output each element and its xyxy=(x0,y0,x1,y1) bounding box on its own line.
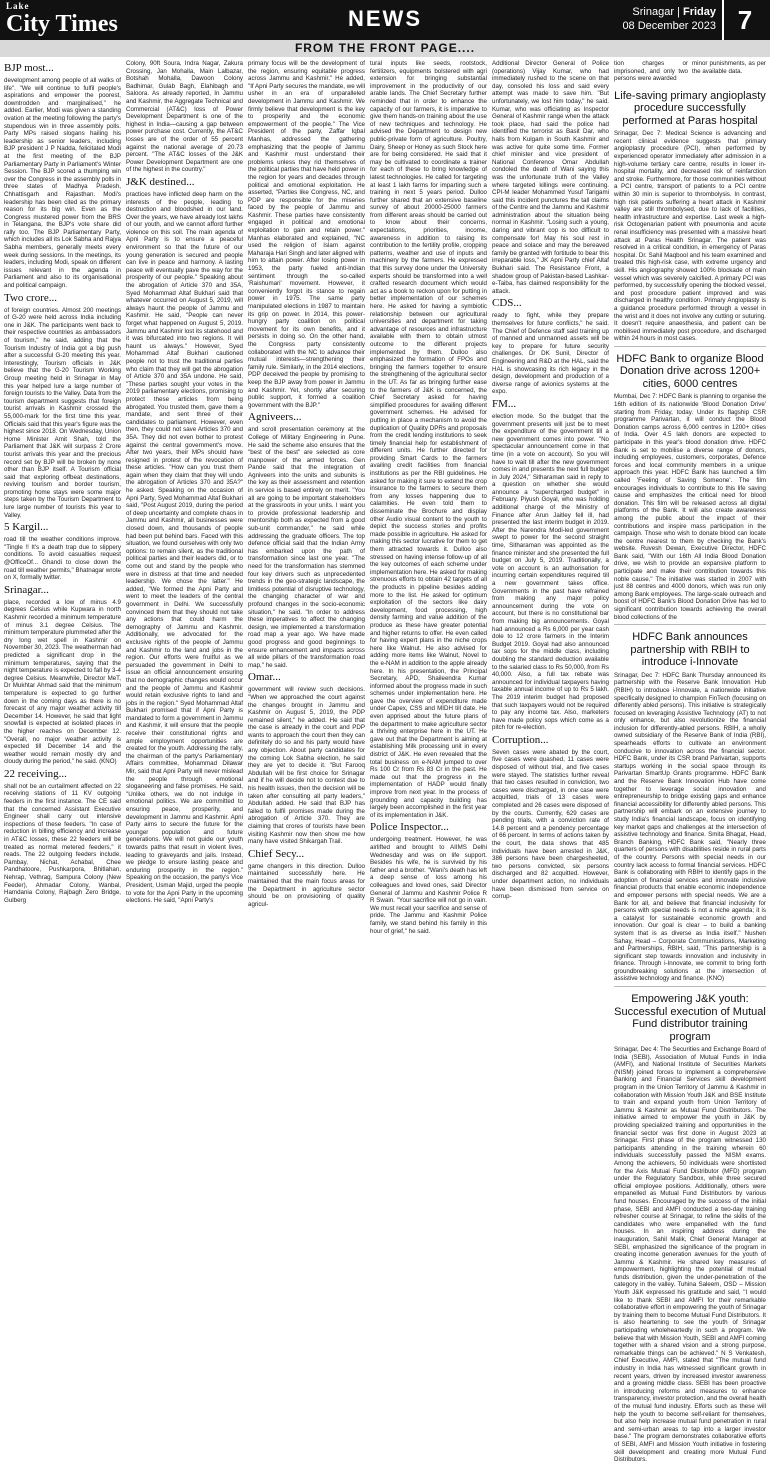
strap-from-front-page: FROM THE FRONT PAGE.... xyxy=(0,40,770,57)
headline-hdfc-rbih: HDFC Bank announces partnership with RBIH to introduce i-Innovate xyxy=(630,631,750,669)
headline-hdfc-blood: HDFC Bank to organize Blood Donation drive across 1200+ cities, 6000 centres xyxy=(616,352,764,390)
story-angioplasty: Srinagar, Dec 7: Medical Science is advancing and recent clinical evidence suggests that primary angioplasty procedure (PCI), when performed by experienced operator immediately after admission in a high-volume tertiary care centre, results in lower in-hospital mortality, and decreased risk of reinfarction and stroke. Furthermore, for those communities without a PCI centre, transport of patients to a PCI centre within 30 min is superior to thrombolysis. In contrast, high risk patients suffering a heart attack in Kashmir valley are still thrombolysed, due to lack of facilities, health infrastructure and expertise. Last week a high-risk Octogenarian patient with pneumonia and acute renal insufficiency was presented with a massive heart attack at Paras Health Srinagar. The patient was resolved in a critical condition, in emergency of Paras hospital. Dr. Sahil Maqbool and his team examined and treated this high-risk case, with extreme urgency and skill. His angiography showed 100% blockade of main vessel which was severely calcified. A primary PCI was performed, by successfully opening the blocked vessel, and post procedure patient improved and was discharged in healthy condition. Primary Angioplasty is a guidance procedure performed through a vessel in the wrist and it does not involve any cutting or suturing. It doesn't require anaesthesia, and patient can be mobilised immediately post procedure, and discharged within 24 hours in most cases. xyxy=(614,130,766,343)
page-number: 7 xyxy=(722,0,766,40)
divider xyxy=(614,346,766,347)
story-police-inspector-cont: Additional Director General of Police (operations) Vijay Kumar, who had immediately rushed to the scene on that day, consoled his loss and said every attempt was made to save him. "But unfortunately, we lost him today," he said. Kumar, who was officiating as Inspector General of Kashmir range when the attack took place, had said the police had identified the terrorist as Basit Dar, who hails from Kulgam in South Kashmir and was active for quite some time. Former chief minister and vice president of National Conference Omar Abdullah condoled the death of Wani saying this was the unfortunate truth of the Valley where targeted killings were continuing. CPI-M leader Mohammed Yusuf Tarigami said this incident punctures the tall claims of the Centre and the Jammu and Kashmir administration about the situation being normal in Kashmir. "Losing such a young, daring and vibrant cop is too difficult to compensate for! May his soul rest in peace and solace and may the bereaved family be granted with fortitude to bear this irreparable loss," JK Apni Party chief Altaf Bukhari said. The Resistance Front, a shadow group of Pakistan-based Lashkar-e-Taiba, has claimed responsibility for the attack. xyxy=(492,60,609,295)
headline-agniveers: Agniveers... xyxy=(248,411,302,424)
story-kargil: road till the weather conditions improve. "Tingle !! It's a death trap due to slippery conditions. To avoid casualties request @OfficeOf... Ghandi to close down the road till weather permits," Bhatnagar wrote on X, formally twitter. xyxy=(4,536,121,582)
dateline-day: Friday xyxy=(682,6,716,18)
story-fm: election mode. So the budget that the government presents will just be to meet the expenditure of the government till a new government comes into power. "No spectacular announcement come in that time (in a vote on account). So you will have to wait till after the new government comes in and presents the next full budget in July 2024," Sitharaman said in reply to a question on whether she would announce a "supercharged budget" in February. Piyush Goyal, who was holding additional charge of the Ministry of Finance after Arun Jaitley fell ill, had presented the last interim budget in 2019. After the Narendra Modi-led government swept to power for the second straight time, Sitharaman was appointed as the finance minister and she presented the full budget on July 5, 2019. Traditionally, a vote on account is an authorisation for incurring certain expenditures required till a new government takes office. Governments in the past have refrained from making any major policy announcement during the vote on account, but there is no constitutional bar from making big announcements. Goyal had announced a Rs 6,000 per year cash dole to 12 crore farmers in the Interim Budget 2019. Goyal had also announced tax sops for the middle class, including doubling the standard deduction available to the salaried class to Rs 50,000, from Rs 40,000. Also, a full tax rebate was announced for individual taxpayers having taxable annual income of up to Rs 5 lakh. The 2019 interim budget had proposed that such taxpayers would not be required to pay any income tax. Also, marketers have made policy sops which come as a pitch for re-election. xyxy=(492,412,609,732)
story-jk-destined-cont: primary focus will be the development of the region, ensuring equitable progress across Jammu and Kashmir." He added, "If Apni Party secures the mandate, we will usher in an era of unparalleled development in Jammu and Kashmir. We firmly believe that development is the key to prosperity and the economic empowerment of the people." The Vice President of the party, Zaffar Iqbal Manhas, addressed the gathering emphasizing that the people of Jammu and Kashmir must understand their problems unless they rid themselves of the political parties that have held power in the region for years and decades through political and emotional exploitation. He asserted, "Parties like Congress, NC, and PDP are responsible for the miseries faced by the people of Jammu and Kashmir. These parties have consistently engaged in political and emotional exploitation to gain and retain power." Manhas elaborated and explained, "NC used the religion of Islam against Maharaja Hari Singh and later aligned with him to attain power. After losing power in 1953, the party fueled anti-Indian sentiment through the so-called 'Raishumari' movement. However, it conveniently forgot its stance to regain power in 1975. The same party manipulated elections in 1987 to maintain its grip on power. In 2014, this power-hungry party coalition on political movement for its own benefits, and it persists in doing so. On the other hand, the Congress party consistently collaborated with the NC to advance their mutual interests—strengthening their family rule. Similarly, in the 2014 elections, PDP deceived the people by promising to keep the BJP away from power in Jammu and Kashmir. Yet, shortly after securing public support, it formed a coalition government with the BJP." xyxy=(248,60,365,409)
headline-jk-destined: J&K destined... xyxy=(126,175,195,188)
headline-corruption: Corruption... xyxy=(492,733,549,746)
column-5 xyxy=(492,60,609,1168)
headline-omar: Omar... xyxy=(248,671,281,684)
headline-empowering-youth: Empowering J&K youth: Successful execution of Mutual Fund distributor training program xyxy=(614,993,766,1043)
logo-city-times: City Times xyxy=(6,11,118,37)
story-chief-secy-cont: tural inputs like seeds, rootstock, fertilizers, equipments bolstered with agri extension for bringing substantial improvement in the productivity of our arable lands. The Chief Secretary further reminded that in order to enhance the capacity of our farmers, it is imperative to give them hands-on training about the use of new techniques and technology. He advised the Department to design new public-private form of agriculture. Poultry, Dairy, Sheep or Honey as such Stock here are for being considered. He said that it may be cultivated to coordinate a trainer for each of these to bring knowledge of latest technologies. He called for targeting at least 1 lakh farms for imparting such a training in next 5 years period. Dulloo further shared that an extensive baseline survey of about 20000-25000 farmers from different areas should be carried out to know about their concerns, expectations, priorities, income, awareness in addition to raising its contribution to the fertility profile, cropping patterns, weather and use of inputs and machinery by the farmers. He expressed that this survey done under the University experts should be transformed into a well crafted research document which would act as a book to reckon upon for putting in better implementation of our schemes here. He asked for having a symbiotic relationship between our agricultural universities and department for taking advantage of resources and infrastructure available with them to obtain utmost outcome to the different projects implemented by them. Dulloo also emphasized the formation of FPOs and bringing the farmers together to ensure the strengthening of the agricultural sector in the UT. As far as bringing further ease to the farmers of J&K is concerned, the Chief Secretary asked for having simplified procedures for availing different government schemes. He advised for putting in place a mechanism to avoid the duplication of Quality DPRs and proposals from the credit lending institutions to seek timely financial help for establishment of different units. He further directed for providing Smart Cards to the farmers availing credit facilities from financial institutions as per the RBI guidelines. He asked for making it sure to extend the crop insurance to the farmers to secure them from any losses happening due to calamities. He even told them to disseminate the Brochure and display other Audio visual content to the youth to depict the success stories and profits made possible in agriculture. He asked for making this sector lucrative for them to get them attracted towards it. Dulloo also stressed on having intense follow-up of all the key outcomes of each scheme under implementation here. He asked for making strenuous efforts to obtain 42 targets of all the products in pipeline besides adding more to the list. He asked for optimum exploitation of the sectors like dairy development, food processing, high density farming and value addition of the produce as these have greater potential and higher returns to offer. He even called for having expert plans in the niche crops here like Walnut. He also advised for adding more items like Walnut, Novel to the e-NAM in addition to the apple already here. In his presentation, the Principal Secretary, APD, Shaileendra Kumar informed about the progress made in such schemes under implementation here. He gave the overview of expenditure made under Capex, CSS and MIDH till date. He even apprised about the future plans of the department to make agriculture sector a thriving enterprise here in the UT. He gave out that the Department is aiming at establishing Milk processing unit in every district of J&K. He even revealed that the total business on e-NAM jumped to over Rs 100 Cr from Rs 83 Cr in the past. He made out that the progress in the implementation of HADP would finally improve from next year. In the process of grounding and capacity building has largely been accomplished in the first year of its implementation in J&K. xyxy=(370,60,487,819)
story-jk-destined: practices have inflicted deep harm on the interests of the people, leading to destruction and bloodshed in our land. Over the years, we have already lost lakhs of our youth, and we cannot afford further violence on this soil. The main agenda of Apni Party is to ensure a peaceful environment so that the future of our young generation is secured and people can live in peace and harmony. A lasting peace will eventually pave the way for the prosperity of our people." Speaking about the abrogation of Article 370 and 35A, Syed Mohammad Altaf Bukhari said that whatever occurred on August 5, 2019, will always haunt the people of Jammu and Kashmir. He said, "People can never forget what happened on August 5, 2019. Jammu and Kashmir lost its statehood and it was bifurcated into two regions. It will haunt us always." However, Syed Mohammad Altaf Bukhari cautioned people not to trust the traditional parties who claim that they will get the abrogation of Article 370 and 35A undone. He said, "These parties sought your votes in the 2019 parliamentary elections, promising to protect these articles from being abrogated. You trusted them, gave them a mandate, and sent three of their candidates to parliament. However, even then, they could not save Articles 370 and 35A. They did not even bother to protest against the central government's move. After two years, their MPs should have resigned in protest of the revocation of these articles. "How can you trust them again when they claim that they will undo the abrogation of Articles 370 and 35A?" he asked. Speaking on the occasion of Apni Party, Syed Mohammad Altaf Bukhari said, "Post August 2019, during the period of deep uncertainty and complete chaos in Jammu and Kashmir, all businesses were closed down, and thousands of people had been put behind bars. Faced with this situation, we found ourselves with only two options: to remain silent, as the traditional political parties and their leaders did, or to come out and stand by the people who were in distress at that time and needed leadership. We chose the latter." He added, "We formed the Apni Party and went to meet the leaders of the central government in Delhi. We successfully convinced them that they should not take any actions that could harm the demography of Jammu and Kashmir. Additionally, we advocated for the exclusive rights of the people of Jammu and Kashmir to the land and jobs in the region. Our efforts were fruitful as we persuaded the government in Delhi to issue an official announcement ensuring that no demographic changes would occur and the people of Jammu and Kashmir would retain exclusive rights to land and jobs in the region." Syed Mohammad Altaf Bukhari promised that if Apni Party is mandated to form a government in Jammu and Kashmir, it will ensure that the people receive their constitutional rights and ample employment opportunities are created for the youth. Addressing the rally, the chairman of the party's Parliamentary Affairs committee, Mohammad Dilawar Mir, said that Apni Party will never mislead the people through emotional sloganeering and false promises. He said, "Unlike others, we do not indulge in emotional politics. We are committed to ensuring peace, prosperity, and development in Jammu and Kashmir. Apni Party aims to secure the future for the younger population and future generations. We will not guide our youth towards paths that result in violent lives, leading to graveyards and jails. Instead, we pledge to ensure lasting peace and enduring prosperity in the region." Speaking on the occasion, the party's Vice President, Usman Majid, urged the people to vote for the Apni Party in the upcoming elections. He said, "Apni Party's xyxy=(126,190,243,905)
dateline-location: Srinagar xyxy=(632,6,674,18)
headline-fm: FM... xyxy=(492,397,517,410)
story-omar: government will review such decisions. "When we approached the court against the changes brought in Jammu and Kashmir on August 5, 2019, the PDP remained silent," he added. He said that the case is already in the court and PDP wants to approach the court then they can definitely do so and his party would have any objection. About party candidates for the coming Lok Sabha election, he said they are yet to decide it. "But Farooq Abdullah will be first choice for Srinagar and if he will decide not to contest due to his health issues, then the decision will be taken after consulting all party leaders," Abdullah added. He said that BJP has failed to fulfil promises made during the abrogation of Article 370. They are claiming that crores of tourists have been visiting Kashmir now then show me how many have visited Shikargah Trail. xyxy=(248,686,365,846)
story-chief-secy: game changers in this direction. Dulloo maintained successfully here. He maintained that the main focus areas for the Department in agriculture sector should be on provisioning of quality agricul- xyxy=(248,862,365,908)
headline-angioplasty: Life-saving primary angioplasty procedure successfully performed at Paras hospital xyxy=(614,89,766,127)
logo-lake: Lake xyxy=(6,1,30,11)
story-empowering-youth: Srinagar, Dec 4: The Securities and Exchange Board of India (SEBI), Association of Mutual Funds in India (AMFI), and National Institute of Securities Markets (NISM) joined forces to implement a comprehensive Banking and Financial Services skill development program in the Union Territory of Jammu & Kashmir in collaboration with Mission Youth J&K and BSE Institute to train and expand youth from Union Territory of Jammu & Kashmir as Mutual Fund Distributors. The initiative aimed to empower the youth in J&K by providing specialized training and opportunities in the financial sector was first done in August 2023 at Srinagar. First phase of the program witnessed 130 participants attending in the training wherein 60 individuals successfully passed the NISM exams. Among the achievers, 50 individuals were shortlisted for the Axis Mutual Fund Distributor (MFD) program under the Regulatory Sandbox, while three secured official employee positions. Additionally, others were empanelled as Mutual Fund Distributors by various fund houses. Encouraged by the success of the initial phase, SEBI and AMFI conducted a two-day training refresher course at Srinagar, to refine the skills of the candidates who were empanelled with the fund houses. In an inspiring address during the inauguration, Sahil Malik, Chief General Manager at SEBI, emphasized the significance of the program in creating income generation avenues for the youth of Jammu & Kashmir. He shared key measures of empowerment, highlighting the potential of mutual funds distribution, given the under-penetration of the category in the valley. Tuhina Saleem, OSD – Mission Youth J&K expressed his gratitude and said, "I would like to thank SEBI and AMFI for their remarkable collaborative effort in empowering the youth of Srinagar by training them to become Mutual Fund Distributors. It is also heartening to see the youth of Srinagar participating wholeheartedly in such a program. We believe that with Mission Youth, SEBI and AMFI coming together with a shared vision and a strong purpose, remarkable things can be achieved." N S Venkatesh, Chief Executive, AMFI, stated that "The mutual fund industry in India has witnessed significant growth in recent years, driven by increased investor awareness and a growing middle class. SEBI has been proactive in introducing reforms and measures to enhance transparency, investor protection, and the overall health of the mutual fund industry. Efforts such as these will help the youth to become self-reliant for themselves, but also help increase mutual fund penetration in rural and semi-urban areas to tap into a larger investor base." The program demonstrates collaborative efforts of SEBI, AMFI and Mission Youth initiative in fostering skill development and creating more Mutual Fund Distributors. xyxy=(614,1046,766,1464)
dateline-date: 08 December 2023 xyxy=(622,20,716,32)
story-agniveers: and scroll presentation ceremony at the College of Military Engineering in Pune. He said the scheme also ensures that the "best of the best" are selected as core manpower of the armed forces. Gen Pande said that the integration of Agniveers into the units and subunits is the key as their assessment and retention in service is based entirely on merit. "You all are going to be important stakeholders at the grassroots in your units. I want you to provide professional leadership and mentorship both as expected from a good sub-unit commander," he said while addressing the graduate officers. The top defence official said that the Indian Army has embarked upon the path of transformation since last one year. "The need for the transformation has stemmed four key drivers such as unprecedented trends in the geo-strategic landscape, the limitless potential of disruptive technology, the changing character of war and profound changes in the socio-economic situation," he said. "In order to address these imperatives to affect the changing design, we implemented a transformation road map a year ago. We have made good progress and good beginnings to ensure enhancement and impacts across all wide pillars of the transformation road map," he said. xyxy=(248,426,365,669)
story-police-inspector: undergoing treatment. However, he was airlifted and brought to AIIMS Delhi Wednesday and was on life support. Besides his wife, he is survived by his father and a brother. "Wani's death has left a deep sense of loss among his colleagues and loved ones, said Director General of Jammu and Kashmir Police R R Swain. "Your sacrifice will not go in vain. We must recall your sacrifice and sense of pride. The Jammu and Kashmir Police family, we stand behind his family in this hour of grief," he said. xyxy=(370,836,487,935)
headline-kargil: 5 Kargil... xyxy=(4,521,49,534)
story-22-receiving-cont: Colony, 90ft Soura, Indra Nagar, Zakura Crossing, Jan Mohalla, Main Lalbazar, Botshah Mohalla, Dawoon Colony Badhimar, Gulab Bagh, Elahibagh and Saloora. As already reported, In Jammu and Kashmir, the Aggregate Technical and Commercial (AT&C) loss of Power Development Department is one of the highest in India—causing a gap between power purchase cost. Currently, the AT&C losses are of the order of 55 percent against the national average of 20.73 percent. "The AT&C losses of the J&K Power Development Department are one of the highest in the country." xyxy=(126,60,243,174)
section-title: NEWS xyxy=(348,6,422,31)
story-hdfc-rbih: Srinagar, Dec 7: HDFC Bank Thursday announced its partnership with the Reserve Bank Innovation Hub (RBIH) to introduce i-Innovate, a nationwide initiative specifically designed to champion FinTech (focusing on differently abled persons). This initiative is strategically focused on leveraging Assistive Technology (AT) to not only enhance, but also revolutionize the financial inclusion for differently-abled persons. RBIH, a wholly owned subsidiary of the Reserve Bank of India (RBI), spearheads efforts to cultivate an environment conducive to innovation across the financial sector. HDFC Bank, under its CSR brand Parivartan, supports startups working in the social space through its Parivartan SmartUp Grants programme. HDFC Bank and the Reserve Bank Innovation Hub have come together to leverage social innovation and entrepreneurship to bridge existing gaps and enhance financial accessibility for differently abled persons. This partnership will embark on an extensive journey to study India's financial landscape, focus on identifying key market gaps and challenges at the intersection of assistive technology and finance. Smita Bhagat, Head, Branch Banking, HDFC Bank said, "Nearly three quarters of persons with disabilities reside in rural parts of the country. Persons with special needs in our country lack access to formal financial services. HDFC Bank is collaborating with RBIH to identify gaps in the adoption of financial services and innovate inclusive financial products that enable economic independence and empower persons with special needs. We are a Bank for all, and believe that financial inclusivity for persons with special needs is not a niche agenda; it is a catalyst for sustainable economic growth and innovation. Our goal is clear – to build a banking system that is as diverse as India itself." Nushen Sahay, Head – Corporate Communications, Marketing and Partnerships, RBIH, said, "This partnership is a significant step towards innovation and inclusivity in finance. Through i-Innovate, we commit to bring forth groundbreaking solutions at the intersection of assistive technology and finance. (KNO) xyxy=(614,671,766,983)
story-two-crore: of foreign countries. Almost 200 meetings of G-20 were held across India including one in J&K. The participants went back to their respective countries as ambassadors of tourism," he said, adding that the Tourism Industry of India got a big push after a successful G-20 meeting this year. Interestingly, Tourism officials in J&K believe that the G-20 Tourism Working Group meeting held in Srinagar in May this year helped lure a large number of foreign tourists to the Valley. Data from the tourism department suggests that foreign tourist arrivals in Kashmir crossed the 55,000-mark for the first time this year. Officials said that this year's figure was the highest since 2018. On Wednesday, Union Home Minister Amit Shah, told the Parliament that J&K will surpass 2 Crore tourist arrivals this year and the precious record set by BJP will be broken by none other than BJP itself. A Tourism official said that exploring offbeat destinations, reviving tourism and border tourism, promoting home stays were some major steps taken by the Tourism Department to lure large number of tourists this year to Valley. xyxy=(4,306,121,519)
story-cds: ready to fight, while they prepare themselves for future conflicts," he said. The Chief of Defence staff said training up of manned and unmanned assets will be key to prepare for future security challenges. Dr DK Sunil, Director of Engineering and R&D at the HAL, said the HAL is showcasing its rich legacy in the design, development and production of a diverse range of avionics systems at the expo. xyxy=(492,312,609,396)
headline-two-crore: Two crore... xyxy=(4,291,57,304)
column-2 xyxy=(126,60,243,1168)
headline-srinagar: Srinagar... xyxy=(4,583,49,596)
headline-22-receiving: 22 receiving... xyxy=(4,767,67,780)
story-srinagar: place, recorded a low of minus 4.9 degrees Celsius while Kupwara in north Kashmir recorded a minimum temperature of minus 3.1 degree Celsius. The minimum temperature plummeted after the dry long wet spell in Kashmir on November 30, 2023. The weatherman had predicted a significant drop in the minimum temperatures, saying that the night temperature is expected to fall by 3-4 degree Celsius. Meanwhile, Director MeT, Dr Mukhtar Ahmad said that the minimum temperature is expected to go further down in the coming days as there is no forecast of any major weather activity till December 14. However, he said that light snowfall is expected at isolated places in the higher reaches on December 12. "Overall, no major weather activity is expected till December 14 and the weather would remain mostly dry and cloudy during the period," he said. (KNO) xyxy=(4,598,121,766)
column-6 xyxy=(614,60,767,1464)
story-corruption: Seven cases were abated by the court, five cases were quashed, 11 cases were disposed of without trial, and five cases were stayed. The statistics further reveal that two cases resulted in conviction, two cases were discharged, in one case were acquitted, trials of 13 cases were completed and 26 cases were disposed of by the courts. Currently, 629 cases are pending trials, with a conviction rate of 14.8 percent and a pendency percentage of 66 percent. In terms of actions taken by the court, the data shows that 485 individuals have been arrested in J&K, 386 persons have been chargesheeted, two persons convicted, six persons discharged and 82 acquitted. However, under department action, no individuals have been dismissed from service on corrup- xyxy=(492,748,609,901)
dateline: Srinagar | Friday 08 December 2023 xyxy=(622,6,716,32)
headline-bjp: BJP most... xyxy=(4,62,54,74)
story-bjp: development among people of all walks of life". "We will continue to fulfil people's aspirations and empower the poorest, downtrodden and marginalised," he added. Earlier, Modi was given a standing ovation at the meeting following the party's stupendous win in three assembly polls. Party MPs raised slogans hailing his leadership as senior leaders, including BJP president J P Nadda, felicitated Modi at the first meeting of the BJP Parliamentary Party in Parliament's Winter Session. The BJP scored a thumping win over the Congress in the assembly polls in three states of Madhya Pradesh, Chhattisgarh and Rajasthan. Modi's leadership has been cited as the primary reason for its big win. Even as the Congress mustered power from the BRS in Telangana, the BJP's vote share did rally too. The BJP Parliamentary Party, which includes all its Lok Sabha and Rajya Sabha members, generally meets every week during sessions. In the meetings, its leaders, including Modi, speak on different issues relevant in the agenda in Parliament and also to its organisational and political campaign. xyxy=(4,77,121,290)
column-4 xyxy=(370,60,487,1168)
headline-cds: CDS... xyxy=(492,297,522,310)
story-hdfc-blood: Mumbai, Dec 7: HDFC Bank is planning to organise the 16th edition of its nationwide 'Blood Donation Drive' starting from Friday, today. Under its flagship CSR programme Parivartan, it will conduct the Blood Donation camps across 6,000 centres in 1200+ cities of India. Over 4.5 lakh donors are expected to participate in this year's blood donation drive. HDFC Bank is set to mobilise a diverse range of donors, including employees, customers, corporates, Defence forces and local community members in a unique approach this year. HDFC Bank has launched a film called 'Feeling of Saving Someone'. The film encourages individuals to contribute to this life saving cause and emphasizes the critical need for blood donation. This film will be released across all digital platforms of the Bank. It will also create awareness among the public about the impact of their contributions and inspire mass participation in the campaign. Those who wish to donate blood can locate the centre nearest to them by checking the Bank's website. Ruvesh Dewan, Executive Director, HDFC Bank said, "With our 16th All India Blood Donation drive, we wish to provide an expansive platform to participate and make their contribution towards this noble cause." The initiative was started in 2007 with just 88 centres and 4000 donors, which was run only among Bank employees. The large-scale outreach and boost of HDFC Bank's Blood Donation Drive has led to significant contribution towards achieving the overall blood collections of the xyxy=(614,393,767,621)
story-corruption-cont: tion charges or imprisoned, and only two persons were awarded xyxy=(614,60,688,83)
column-1 xyxy=(4,60,121,1168)
story-corruption-end: minor punishments, as per the available data. xyxy=(692,60,766,75)
headline-chief-secy: Chief Secy... xyxy=(248,847,305,860)
divider xyxy=(614,624,766,625)
headline-police-inspector: Police Inspector... xyxy=(370,821,449,834)
divider xyxy=(614,986,766,987)
story-22-receiving: shall not be an curtailment affected on 22 receiving stations of 11 KV outgoing feeders in the first instance. The CE said that the concerned Assistant Executive Engineer shall carry out intensive inspections of these feeders. "In case of reduction in billing efficiency and increase in AT&C losses, these 22 feeders will be treated as normal metered feeders," it reads. The 22 outgoing feeders include, Pambay, Nichat, Achabal, Chee Pandhatoore, Pushkarpora, Bhitlahan, Nehrap, Vethrag, Sampura Colony (New Feeder), Ahmadar Colony, Wanbal, Hamdania Colony, Rajbagh Zero Bridge, Gulberg xyxy=(4,782,121,904)
column-3 xyxy=(248,60,365,1168)
masthead-bar xyxy=(0,0,770,40)
